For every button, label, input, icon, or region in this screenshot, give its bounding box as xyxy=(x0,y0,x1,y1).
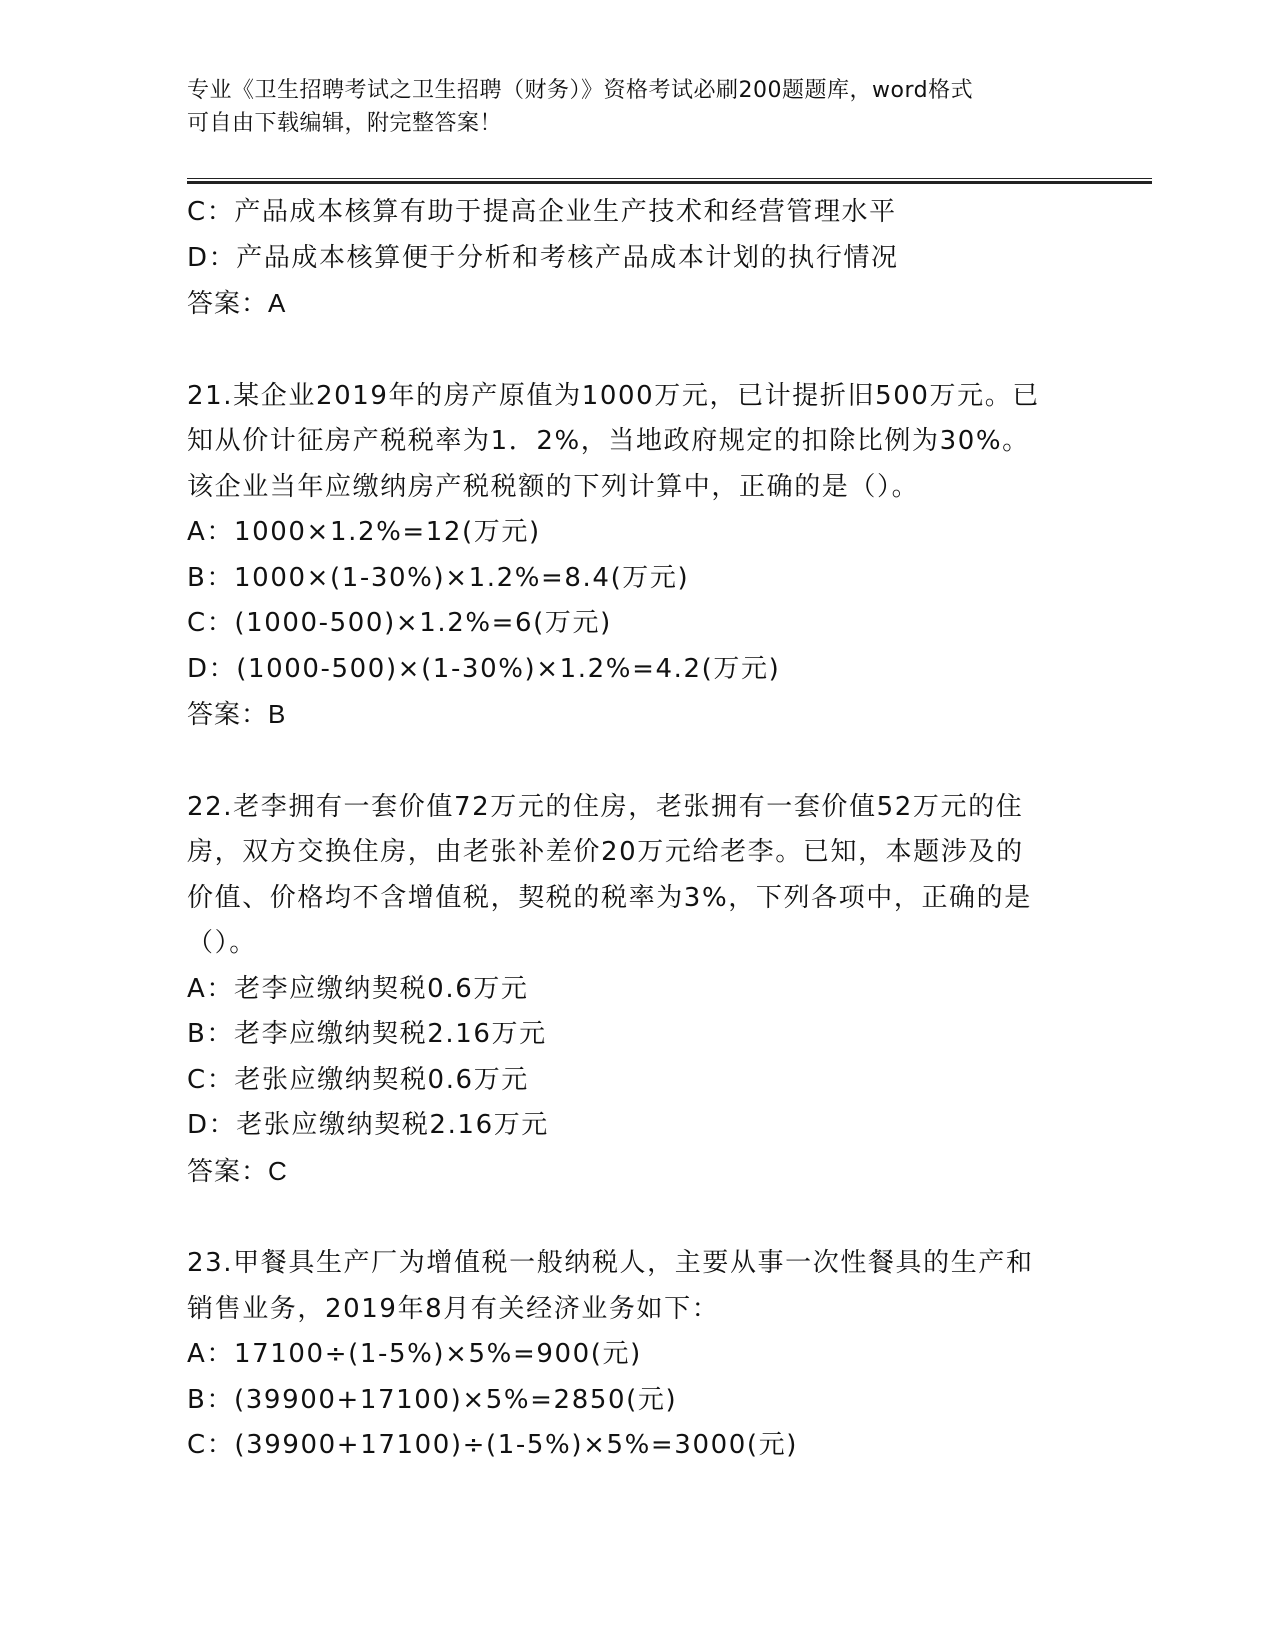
option-b: B：1000×(1-30%)×1.2%=8.4(万元) xyxy=(187,562,690,593)
document-body xyxy=(187,190,1147,1469)
option-b: B：老李应缴纳契税2.16万元 xyxy=(187,1019,547,1049)
question-23 xyxy=(187,1241,1147,1469)
question-22 xyxy=(187,785,1147,1195)
option-c: C：(1000-500)×1.2%=6(万元) xyxy=(187,608,612,638)
question-text: 知从价计征房产税税率为1．2%，当地政府规定的扣除比例为30%。 xyxy=(187,426,1030,456)
question-text: 22.老李拥有一套价值72万元的住房，老张拥有一套价值52万元的住 xyxy=(187,791,1024,822)
question-20-tail xyxy=(187,190,1147,327)
question-text: 房，双方交换住房，由老张补差价20万元给老李。已知，本题涉及的 xyxy=(187,837,1024,867)
option-c: C：产品成本核算有助于提高企业生产技术和经营管理水平 xyxy=(187,197,897,227)
answer: 答案：A xyxy=(187,288,287,318)
spacer xyxy=(187,327,1147,374)
answer: 答案：B xyxy=(187,699,287,729)
header-line: 可自由下载编辑，附完整答案！ xyxy=(187,111,503,136)
page-header xyxy=(187,74,1087,140)
option-d: D：老张应缴纳契税2.16万元 xyxy=(187,1110,549,1140)
question-text: 销售业务，2019年8月有关经济业务如下： xyxy=(187,1293,720,1324)
question-text: 价值、价格均不含增值税，契税的税率为3%，下列各项中，正确的是 xyxy=(187,882,1032,913)
spacer xyxy=(187,738,1147,785)
question-text: 21.某企业2019年的房产原值为1000万元，已计提折旧500万元。已 xyxy=(187,380,1040,411)
option-b: B：(39900+17100)×5%=2850(元) xyxy=(187,1384,678,1415)
question-text: 23.甲餐具生产厂为增值税一般纳税人，主要从事一次性餐具的生产和 xyxy=(187,1248,1034,1278)
option-a: A：老李应缴纳契税0.6万元 xyxy=(187,973,529,1004)
option-d: D：产品成本核算便于分析和考核产品成本计划的执行情况 xyxy=(187,242,899,273)
question-text: 该企业当年应缴纳房产税税额的下列计算中，正确的是（）。 xyxy=(187,471,920,502)
header-line: 专业《卫生招聘考试之卫生招聘（财务）》资格考试必刷200题题库，word格式 xyxy=(187,78,974,103)
option-a: A：1000×1.2%=12(万元) xyxy=(187,517,541,547)
answer: 答案：C xyxy=(187,1155,288,1186)
question-21 xyxy=(187,374,1147,738)
option-a: A：17100÷(1-5%)×5%=900(元) xyxy=(187,1339,642,1369)
header-divider xyxy=(187,178,1152,184)
question-text: （）。 xyxy=(187,928,257,958)
spacer xyxy=(187,1194,1147,1241)
option-c: C：(39900+17100)÷(1-5%)×5%=3000(元) xyxy=(187,1430,798,1460)
option-c: C：老张应缴纳契税0.6万元 xyxy=(187,1064,529,1095)
option-d: D：(1000-500)×(1-30%)×1.2%=4.2(万元) xyxy=(187,653,781,684)
